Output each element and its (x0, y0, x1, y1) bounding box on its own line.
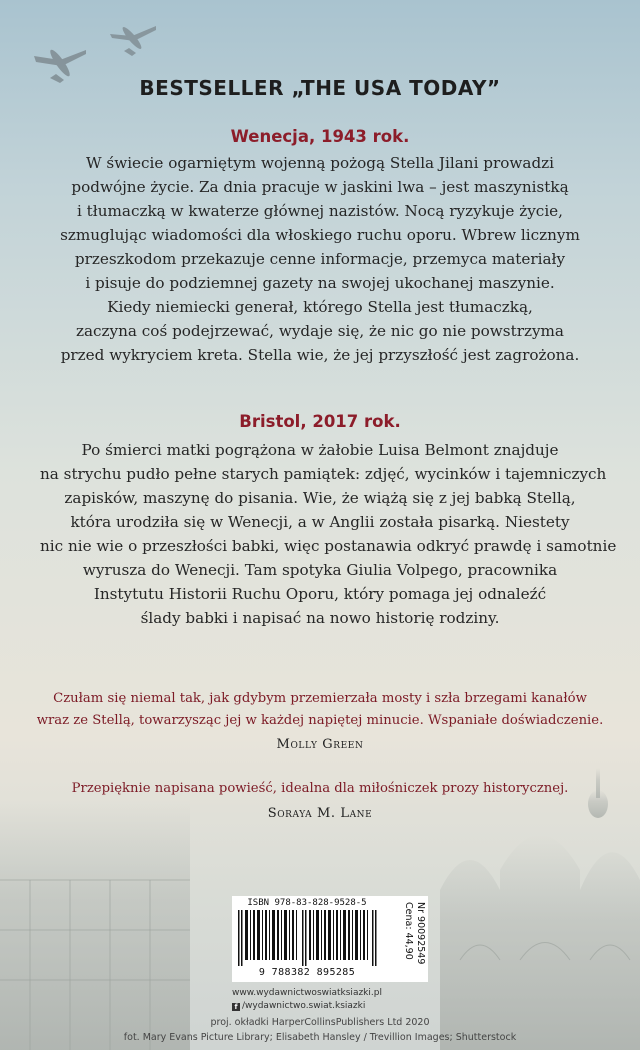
blurb-line: która urodziła się w Wenecji, a w Anglii została pisarką. Niestety (70, 513, 570, 531)
plane-icon (110, 25, 156, 56)
facebook-icon: f (232, 1003, 240, 1011)
photo-credits: fot. Mary Evans Picture Library; Elisabeth Hansley / Trevillion Images; Shutterstock (123, 1032, 517, 1043)
blurb-bristol (40, 438, 617, 630)
blurb-line: na strychu pudło pełne starych pamiątek: zdjęć, wycinków i tajemniczych (40, 465, 607, 483)
website-link[interactable]: www.wydawnictwoswiatksiazki.pl (232, 988, 382, 998)
price-value: Cena: 44,90 (403, 902, 414, 960)
catalog-number: Nr 90092549 (415, 902, 426, 965)
publisher-links (232, 987, 382, 1013)
barcode-panel (232, 896, 428, 982)
blurb-line: Po śmierci matki pogrążona w żałobie Luisa Belmont znajduje (81, 441, 559, 459)
cover-design-credit: proj. okładki HarperCollinsPublishers Ltd 2020 (210, 1017, 430, 1028)
blurb-line: szmuglując wiadomości dla włoskiego ruchu oporu. Wbrew licznym (60, 226, 580, 244)
bestseller-headline: BESTSELLER „THE USA TODAY” (139, 76, 501, 100)
facebook-link[interactable] (232, 1000, 382, 1013)
review-author-2: Soraya M. Lane (267, 806, 373, 821)
blurb-line: ślady babki i napisać na nowo historię rodziny. (140, 609, 500, 627)
blurb-line: zapisków, maszynę do pisania. Wie, że wiążą się z jej babką Stellą, (64, 489, 576, 507)
blurb-line: przed wykryciem kreta. Stella wie, że jej przyszłość jest zagrożona. (60, 346, 580, 364)
isbn-number: ISBN 978-83-828-9528-5 (247, 898, 367, 908)
blurb-line: i tłumaczką w kwaterze głównej nazistów. Nocą ryzykuje życie, (77, 202, 563, 220)
blurb-line: przeszkodom przekazuje cenne informacje, przemyca materiały (74, 250, 566, 268)
quote-line: Czułam się niemal tak, jak gdybym przemierzała mosty i szła brzegami kanałów (53, 691, 587, 706)
section-title-bristol: Bristol, 2017 rok. (239, 412, 401, 431)
blurb-line: W świecie ogarniętym wojenną pożogą Stella Jilani prowadzi (85, 154, 555, 172)
review-quote-2 (20, 778, 620, 800)
facebook-handle: /wydawnictwo.swiat.ksiazki (242, 1001, 366, 1011)
blurb-line: Kiedy niemiecki generał, którego Stella jest tłumaczką, (107, 298, 533, 316)
blurb-line: nic nie wie o przeszłości babki, więc postanawia odkryć prawdę i samotnie (40, 537, 617, 555)
barcode-icon (238, 910, 378, 966)
blurb-line: i pisuje do podziemnej gazety na swojej ukochanej maszynie. (85, 274, 555, 292)
blurb-line: Instytutu Historii Ruchu Oporu, który pomaga jej odnaleźć (93, 585, 547, 603)
review-author-1: Molly Green (276, 737, 364, 752)
price-label (388, 902, 426, 978)
blurb-line: wyrusza do Wenecji. Tam spotyka Giulia Volpego, pracownika (82, 561, 558, 579)
blurb-line: zaczyna coś podejrzewać, wydaje się, że nic go nie powstrzyma (75, 322, 564, 340)
blurb-line: podwójne życie. Za dnia pracuje w jaskini lwa – jest maszynistką (71, 178, 569, 196)
barcode-digits: 9 788382 895285 (258, 967, 356, 978)
section-title-venice: Wenecja, 1943 rok. (230, 127, 410, 146)
review-quote-1 (20, 688, 620, 732)
blurb-venice (40, 151, 600, 367)
quote-line: wraz ze Stellą, towarzysząc jej w każdej napiętej minucie. Wspaniałe doświadczenie. (36, 713, 604, 728)
quote-line: Przepięknie napisana powieść, idealna dla miłośniczek prozy historycznej. (71, 781, 569, 796)
